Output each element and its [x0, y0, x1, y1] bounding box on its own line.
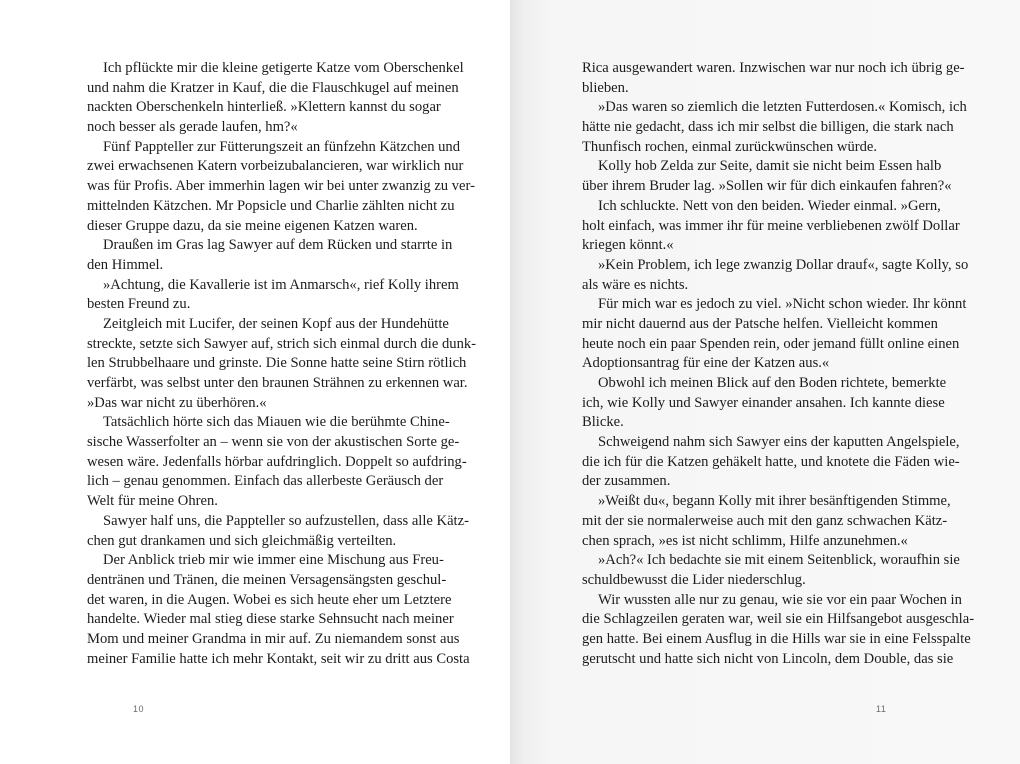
text-line: verfärbt, was selbst unter den braunen Strähnen zu erkennen war.: [87, 375, 468, 391]
text-line: Ich schluckte. Nett von den beiden. Wieder einmal. »Gern,: [598, 197, 941, 214]
text-line: Thunfisch rochen, einmal zurückwünschen würde.: [582, 138, 878, 155]
text-line: »Das waren so ziemlich die letzten Futterdosen.« Komisch, ich: [598, 99, 967, 116]
text-line: dieser Gruppe dazu, da sie meine eigenen Katzen waren.: [87, 217, 418, 234]
text-line: wesen wäre. Jedenfalls hörbar aufdringlich. Doppelt so aufdring-: [87, 453, 467, 470]
right-page-text: [582, 59, 975, 669]
text-line: meiner Familie hatte ich mehr Kontakt, seit wir zu dritt aus Costa: [87, 650, 470, 667]
text-line: besten Freund zu.: [87, 296, 191, 313]
text-line: chen gut drankamen und sich gleichmäßig verteilten.: [87, 532, 397, 549]
text-line: Mom und meiner Grandma in mir auf. Zu niemandem sonst aus: [87, 630, 460, 647]
text-line: zwei erwachsenen Katern vorbeizubalancieren, war wirklich nur: [87, 158, 464, 175]
text-line: heute noch ein paar Spenden rein, oder jemand füllt online einen: [582, 335, 960, 352]
text-line: streckte, setzte sich Sawyer auf, strich sich einmal durch die dunk-: [87, 335, 477, 352]
text-line: Ich pflückte mir die kleine getigerte Katze vom Oberschenkel: [103, 60, 464, 76]
text-line: kriegen könnt.«: [582, 237, 674, 254]
text-line: mittelnden Kätzchen. Mr Popsicle und Charlie zählten nicht zu: [87, 197, 455, 214]
text-line: mit der sie normalerweise auch mit den ganz schwachen Kätz-: [582, 512, 948, 529]
text-line: der zusammen.: [582, 473, 671, 490]
text-line: Adoptionsantrag für eine der Katzen aus.«: [582, 355, 830, 372]
text-line: handelte. Wieder mal stieg diese starke Sehnsucht nach meiner: [87, 611, 454, 628]
text-line: den Himmel.: [87, 256, 164, 273]
text-line: »Kein Problem, ich lege zwanzig Dollar drauf«, sagte Kolly, so: [598, 256, 969, 273]
text-line: Sawyer half uns, die Pappteller so aufzustellen, dass alle Kätz-: [103, 512, 469, 529]
text-line: Welt für meine Ohren.: [87, 493, 218, 510]
text-line: det waren, in die Augen. Wobei es sich heute eher um Letztere: [87, 591, 452, 608]
text-line: Blicke.: [582, 414, 624, 431]
text-line: noch besser als gerade laufen, hm?«: [87, 119, 298, 136]
text-line: Obwohl ich meinen Blick auf den Boden richtete, bemerkte: [598, 375, 947, 391]
text-line: »Weißt du«, begann Kolly mit ihrer besänftigenden Stimme,: [598, 493, 951, 510]
text-line: »Ach?« Ich bedachte sie mit einem Seitenblick, woraufhin sie: [598, 552, 960, 569]
text-line: gerutscht und hatte sich nicht von Lincoln, dem Double, das sie: [582, 650, 954, 667]
text-line: Zeitgleich mit Lucifer, der seinen Kopf aus der Hundehütte: [103, 315, 449, 332]
text-line: Rica ausgewandert waren. Inzwischen war nur noch ich übrig ge-: [582, 60, 965, 76]
text-line: hätte nie gedacht, dass ich mir selbst die billigen, die stark nach: [582, 119, 954, 136]
text-line: was für Profis. Aber immerhin lagen wir bei unter zwanzig zu ver-: [87, 178, 475, 195]
text-line: nackten Oberschenkeln hinterließ. »Klettern kannst du sogar: [87, 99, 441, 116]
text-line: und nahm die Kratzer in Kauf, die die Flauschkugel auf meinen: [87, 79, 459, 96]
text-line: »Das war nicht zu überhören.«: [87, 394, 267, 411]
right-page: [510, 0, 1020, 764]
text-line: Fünf Pappteller zur Fütterungszeit an fünfzehn Kätzchen und: [103, 138, 461, 155]
text-line: lich – genau genommen. Einfach das allerbeste Geräusch der: [87, 473, 444, 490]
text-line: die ich für die Katzen gehäkelt hatte, und knotete die Fäden wie-: [582, 453, 960, 470]
text-line: Draußen im Gras lag Sawyer auf dem Rücken und starrte in: [103, 237, 453, 254]
text-line: ich, wie Kolly und Sawyer einander ansahen. Ich kannte diese: [582, 394, 945, 411]
right-page-number: 11: [876, 704, 887, 714]
text-line: blieben.: [582, 79, 629, 96]
text-line: sische Wasserfolter an – wenn sie von der akustischen Sorte ge-: [87, 434, 460, 451]
text-line: als wäre es nichts.: [582, 276, 689, 293]
text-line: mir nicht dauernd aus der Patsche helfen. Vielleicht kommen: [582, 315, 938, 332]
text-line: dentränen und Tränen, die meinen Versagensängsten geschul-: [87, 571, 447, 588]
text-line: len Strubbelhaare und grinste. Die Sonne hatte seine Stirn rötlich: [87, 355, 467, 372]
text-line: »Achtung, die Kavallerie ist im Anmarsch«, rief Kolly ihrem: [103, 276, 459, 293]
text-line: gen hatte. Bei einem Ausflug in die Hills war sie in eine Felsspalte: [582, 630, 971, 647]
text-line: Kolly hob Zelda zur Seite, damit sie nicht beim Essen halb: [598, 158, 942, 175]
left-page-number: 10: [133, 704, 145, 714]
left-page-text: [87, 59, 477, 669]
text-line: schuldbewusst die Lider niederschlug.: [582, 571, 806, 588]
text-line: Der Anblick trieb mir wie immer eine Mischung aus Freu-: [103, 552, 444, 569]
text-line: die Schlagzeilen geraten war, weil sie ein Hilfsangebot ausgeschla-: [582, 611, 975, 628]
text-line: chen sprach, »es ist nicht schlimm, Hilfe anzunehmen.«: [582, 532, 908, 549]
text-line: Schweigend nahm sich Sawyer eins der kaputten Angelspiele,: [598, 434, 960, 451]
text-line: über ihrem Bruder lag. »Sollen wir für dich einkaufen fahren?«: [582, 178, 952, 195]
text-line: Tatsächlich hörte sich das Miauen wie die berühmte Chine-: [103, 414, 450, 431]
text-line: Wir wussten alle nur zu genau, wie sie vor ein paar Wochen in: [598, 591, 962, 608]
text-line: holt einfach, was immer ihr für meine verbliebenen zwölf Dollar: [582, 217, 960, 234]
text-line: Für mich war es jedoch zu viel. »Nicht schon wieder. Ihr könnt: [598, 296, 967, 313]
